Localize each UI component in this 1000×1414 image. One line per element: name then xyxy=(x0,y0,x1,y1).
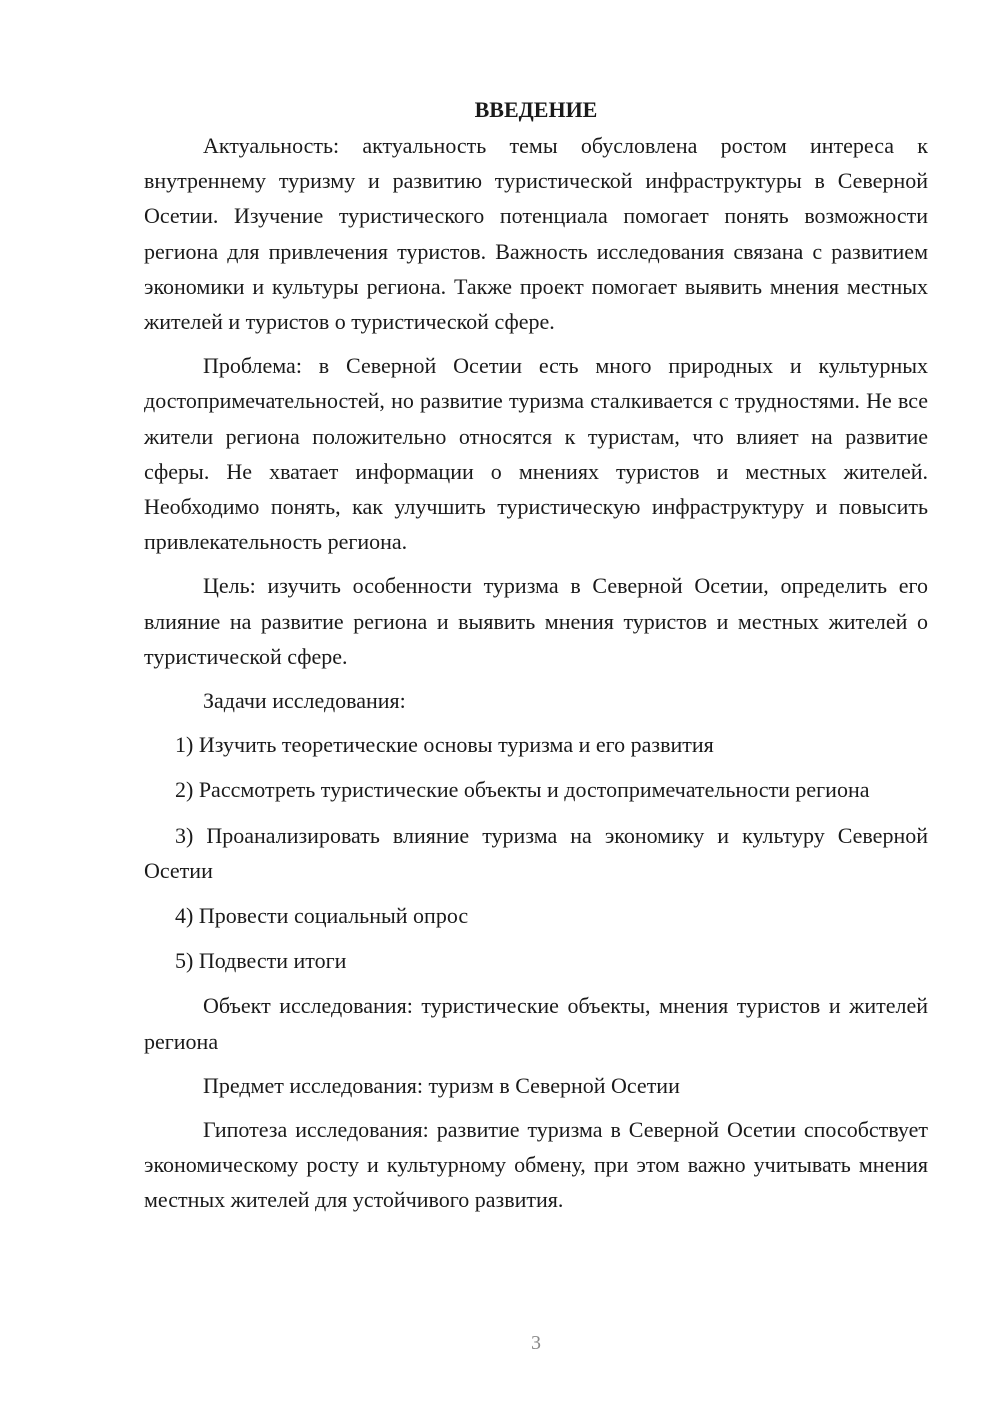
tasks-heading: Задачи исследования: xyxy=(203,688,406,714)
subject-paragraph: Предмет исследования: туризм в Северной Осетии xyxy=(203,1072,680,1098)
section-title: ВВЕДЕНИЕ xyxy=(474,97,598,122)
goal-paragraph: Цель: изучить особенности туризма в Северной Осетии, определить его влияние на развитие региона и выявить мнения туристов и местных жителей о туристической сфере. xyxy=(144,573,928,669)
object-paragraph: Объект исследования: туристические объекты, мнения туристов и жителей региона xyxy=(144,993,928,1054)
tasks-list xyxy=(144,727,928,978)
problem-paragraph: Проблема: в Северной Осетии есть много природных и культурных достопримечательностей, но развитие туризма сталкивается с трудностями. Не все жители региона положительно относятся к туристам, что влияет на развитие сферы. Не хватает информации о мнениях туристов и местных жителей. Необходимо понять, как улучшить туристическую инфраструктуру и повысить привлекательность региона. xyxy=(144,353,928,555)
task-item: 1) Изучить теоретические основы туризма и его развития xyxy=(175,732,714,758)
hypothesis-paragraph: Гипотеза исследования: развитие туризма в Северной Осетии способствует экономическому росту и культурному обмену, при этом важно учитывать мнения местных жителей для устойчивого развития. xyxy=(144,1117,928,1213)
task-item: 4) Провести социальный опрос xyxy=(175,903,469,929)
page-content xyxy=(144,92,928,1227)
task-item: 2) Рассмотреть туристические объекты и достопримечательности региона xyxy=(175,777,870,803)
relevance-paragraph: Актуальность: актуальность темы обусловлена ростом интереса к внутреннему туризму и развитию туристической инфраструктуры в Северной Осетии. Изучение туристического потенциала помогает понять возможности региона для привлечения туристов. Важность исследования связана с развитием экономики и культуры региона. Также проект помогает выявить мнения местных жителей и туристов о туристической сфере. xyxy=(144,133,928,335)
task-item: 5) Подвести итоги xyxy=(175,948,347,974)
task-item: 3) Проанализировать влияние туризма на экономику и культуру Северной Осетии xyxy=(144,822,928,883)
page-number: 3 xyxy=(531,1332,541,1354)
